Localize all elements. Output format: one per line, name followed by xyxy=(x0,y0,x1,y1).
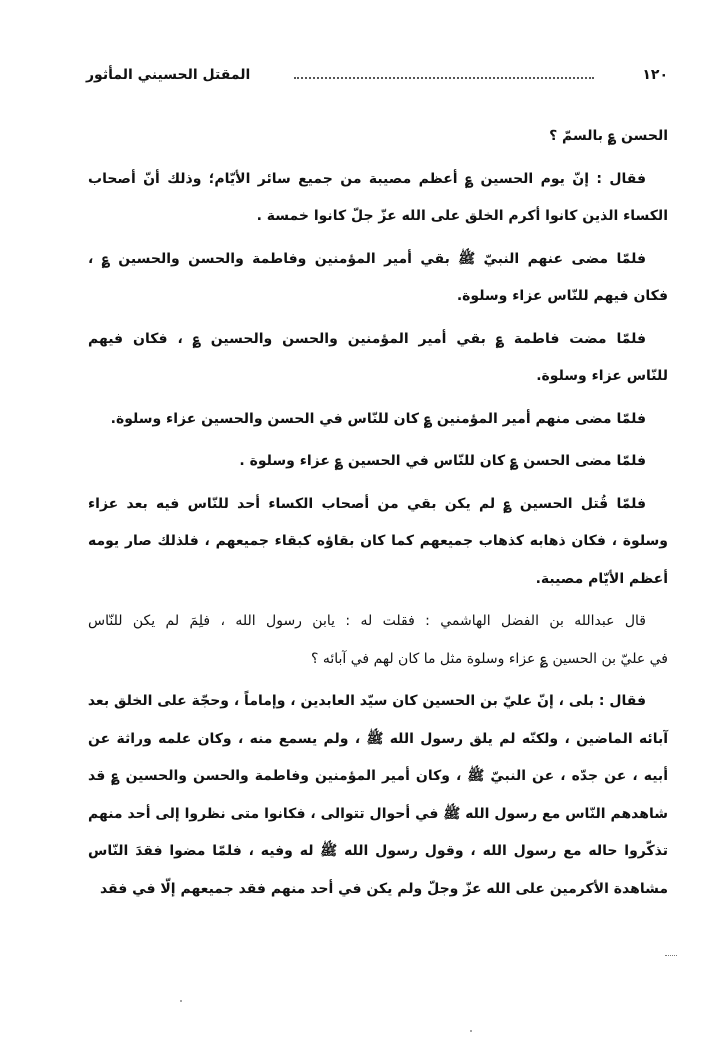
text-line: فكان فيهم للنّاس عزاء وسلوة. xyxy=(456,288,668,304)
text-line: تذكّروا حاله مع رسول الله ، وقول رسول الله ﷺ له وفيه ، فلمّا مضوا فقدَ النّاس xyxy=(88,843,668,859)
header-leader-dots xyxy=(294,77,594,79)
scan-speck xyxy=(470,1030,472,1032)
text-line: فلمّا قُتل الحسين ؏ لم يكن بقي من أصحاب الكساء أحد للنّاس فيه بعد عزاء xyxy=(88,495,646,512)
page-number: ١٢٠ xyxy=(642,67,668,83)
paragraph xyxy=(88,241,668,316)
paragraph xyxy=(88,603,668,678)
scan-mark xyxy=(665,955,677,956)
text-line: فلمّا مضى الحسن ؏ كان للنّاس في الحسين ؏ عزاء وسلوة . xyxy=(239,453,646,469)
text-line: فقال : إنّ يوم الحسين ؏ أعظم مصيبة من جميع سائر الأيّام؛ وذلك أنّ أصحاب xyxy=(88,170,646,187)
text-line: فلمّا مضى منهم أمير المؤمنين ؏ كان للنّاس في الحسن والحسين عزاء وسلوة. xyxy=(110,410,646,427)
text-line: الكساء الذين كانوا أكرم الخلق على الله عزّ جلّ كانوا خمسة . xyxy=(256,208,668,224)
paragraph xyxy=(88,321,668,396)
text-line: للنّاس عزاء وسلوة. xyxy=(536,368,668,384)
running-header xyxy=(86,62,668,88)
text-line: مشاهدة الأكرمين على الله عزّ وجلّ ولم يكن في أحد منهم فقد جميعهم إلّا في فقد xyxy=(99,880,668,897)
scan-speck xyxy=(180,1000,182,1002)
book-title: المقتل الحسيني المأثور xyxy=(86,67,251,83)
paragraph xyxy=(88,401,668,439)
text-line: آبائه الماضين ، ولكنّه لم يلق رسول الله ﷺ ، ولم يسمع منه ، وكان علمه وراثة عن xyxy=(88,730,668,747)
text-line: الحسن ؏ بالسمّ ؟ xyxy=(549,128,668,144)
text-line: فقال : بلى ، إنّ عليّ بن الحسين كان سيّد العابدين ، وإماماً ، وحجّة على الخلق بعد xyxy=(87,693,646,709)
text-line: أبيه ، عن جدّه ، عن النبيّ ﷺ ، وكان أمير المؤمنين وفاطمة والحسن والحسين ؏ قد xyxy=(88,768,668,784)
paragraph xyxy=(88,486,668,599)
text-line: فلمّا مضت فاطمة ؏ بقي أمير المؤمنين والحسن والحسين ؏ ، فكان فيهم xyxy=(88,330,646,347)
text-line: أعظم الأيّام مصيبة. xyxy=(535,570,668,587)
text-line: وسلوة ، فكان ذهابه كذهاب جميعهم كما كان بقاؤه كبقاء جميعهم ، فلذلك صار يومه xyxy=(88,533,668,549)
text-line: شاهدهم النّاس مع رسول الله ﷺ في أحوال تتوالى ، فكانوا متى نظروا إلى أحد منهم xyxy=(88,805,668,822)
paragraph xyxy=(88,118,668,156)
paragraph xyxy=(88,683,668,908)
page-body xyxy=(88,118,668,913)
text-line: في عليّ بن الحسين ؏ عزاء وسلوة مثل ما كان لهم في آبائه ؟ xyxy=(310,650,668,667)
text-line: قال عبدالله بن الفضل الهاشمي : فقلت له : يابن رسول الله ، فلِمَ لم يكن للنّاس xyxy=(88,613,646,629)
paragraph xyxy=(88,161,668,236)
paragraph xyxy=(88,443,668,481)
text-line: فلمّا مضى عنهم النبيّ ﷺ بقي أمير المؤمنين وفاطمة والحسن والحسين ؏ ، xyxy=(88,250,646,267)
